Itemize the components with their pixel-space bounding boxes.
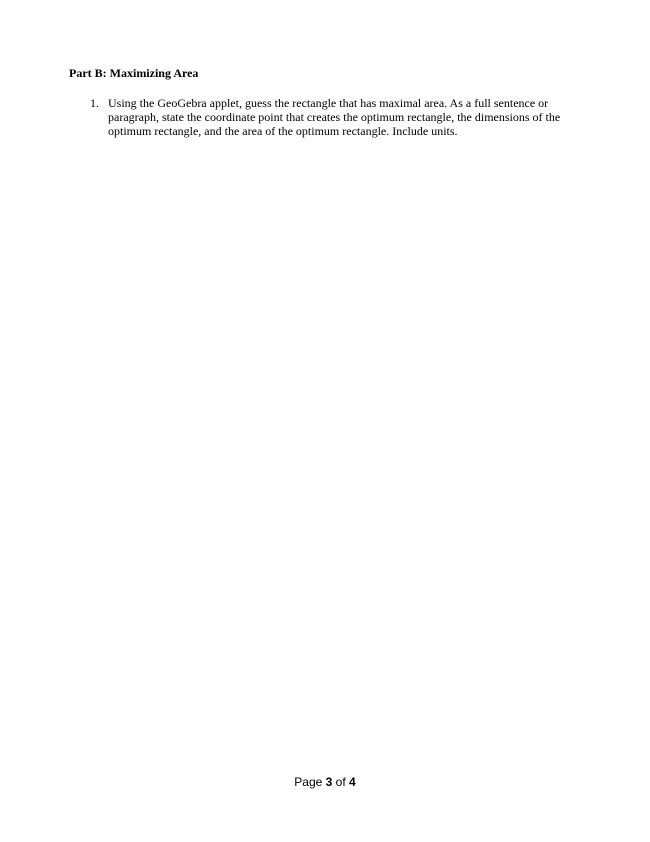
- question-text: Using the GeoGebra applet, guess the rectangle that has maximal area. As a full sentence or paragraph, state the coordinate point that creates the optimum rectangle, the dimensions of the optimum rectangle, and the area of the optimum rectangle. Include units.: [108, 96, 561, 138]
- total-pages-number: 4: [349, 775, 356, 789]
- question-number: 1.: [90, 96, 99, 110]
- page-word: Page: [294, 775, 323, 789]
- page-footer: [0, 775, 650, 790]
- of-word: of: [335, 775, 346, 789]
- section-heading: Part B: Maximizing Area: [69, 66, 199, 80]
- current-page-number: 3: [325, 775, 333, 789]
- question-item: [90, 96, 590, 138]
